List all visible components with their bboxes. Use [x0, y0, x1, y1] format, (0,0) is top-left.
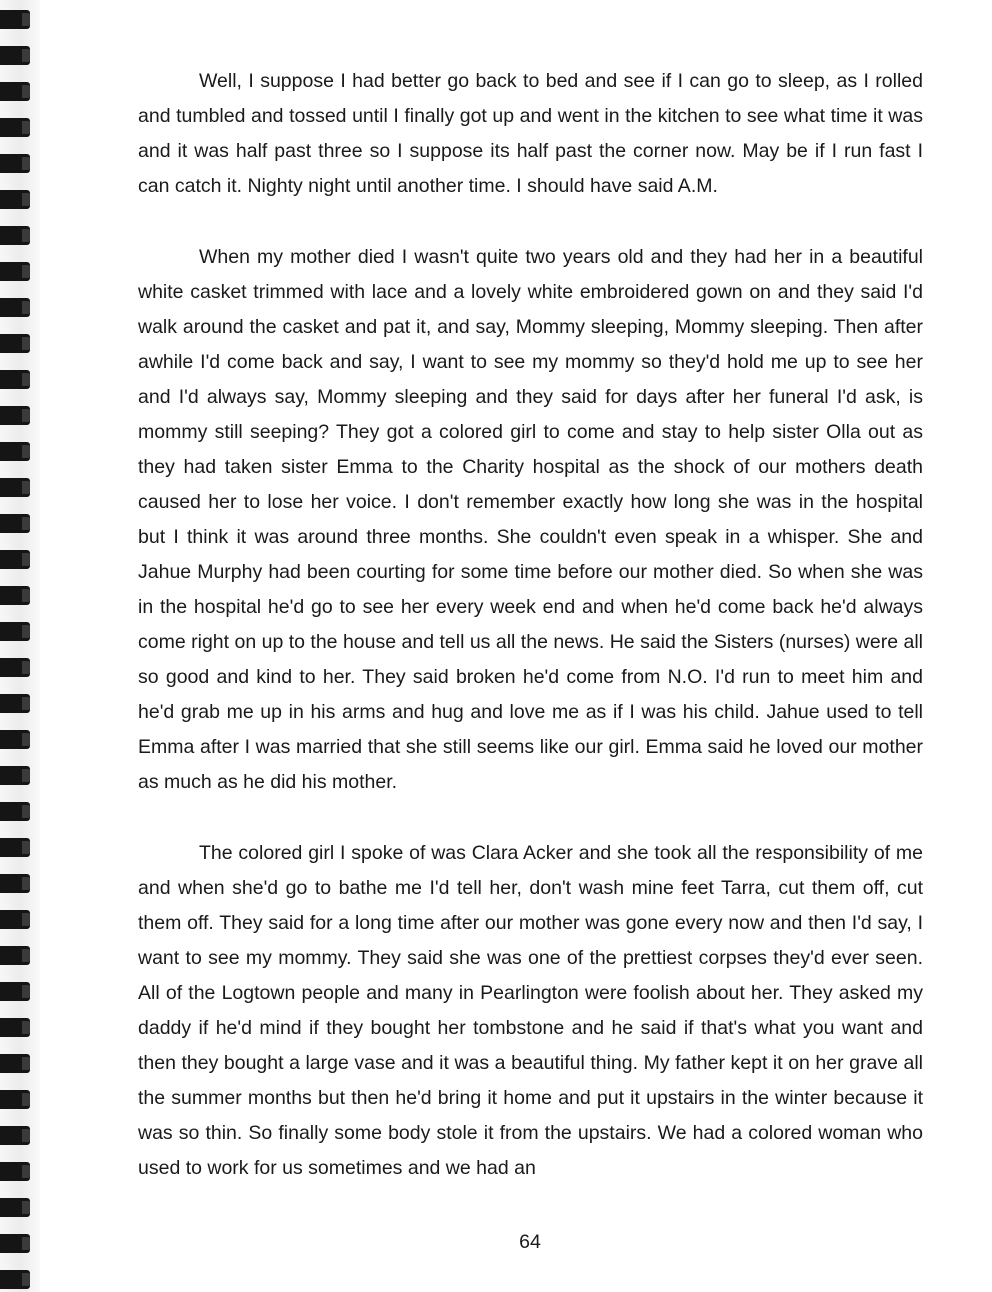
binding-hole — [0, 406, 30, 425]
binding-hole — [0, 226, 30, 245]
binding-hole — [0, 262, 30, 281]
binding-hole — [0, 838, 30, 857]
binding-hole — [0, 1198, 30, 1217]
binding-hole — [0, 622, 30, 641]
binding-hole — [0, 154, 30, 173]
binding-hole — [0, 874, 30, 893]
binding-hole — [0, 82, 30, 101]
binding-hole — [0, 46, 30, 65]
binding-hole — [0, 298, 30, 317]
binding-hole — [0, 1162, 30, 1181]
binding-hole — [0, 1054, 30, 1073]
paragraph: Well, I suppose I had better go back to bed and see if I can go to sleep, as I rolled and tumbled and tossed until I finally got up and went in the kitchen to see what time it was and it was half past three so I suppose its half past the corner now. May be if I run fast I can catch it. Nighty night until another time. I should have said A.M. — [138, 70, 923, 197]
page-body — [138, 64, 923, 1222]
binding-hole — [0, 910, 30, 929]
binding-hole — [0, 514, 30, 533]
page-number: 64 — [519, 1231, 541, 1253]
binding-hole — [0, 10, 30, 29]
binding-hole — [0, 442, 30, 461]
binding-hole — [0, 550, 30, 569]
binding-hole — [0, 334, 30, 353]
paragraph: The colored girl I spoke of was Clara Acker and she took all the responsibility of me and when she'd go to bathe me I'd tell her, don't wash mine feet Tarra, cut them off, cut them off. They said for a long time after our mother was gone every now and then I'd say, I want to see my mommy. They said she was one of the prettiest corpses they'd ever seen. All of the Logtown people and many in Pearlington were foolish about her. They asked my daddy if he'd mind if they bought her tombstone and he said if that's what you want and then they bought a large vase and it was a beautiful thing. My father kept it on her grave all the summer months but then he'd bring it home and put it upstairs in the winter because it was so thin. So finally some body stole it from the upstairs. We had a colored woman who used to work for us sometimes and we had an — [138, 842, 923, 1179]
binding-hole — [0, 802, 30, 821]
paragraph: When my mother died I wasn't quite two years old and they had her in a beautiful white casket trimmed with lace and a lovely white embroidered gown on and they said I'd walk around the casket and pat it, and say, Mommy sleeping, Mommy sleeping. Then after awhile I'd come back and say, I want to see my mommy so they'd hold me up to see her and I'd always say, Mommy sleeping and they said for days after her funeral I'd ask, is mommy still seeping? They got a colored girl to come and stay to help sister Olla out as they had taken sister Emma to the Charity hospital as the shock of our mothers death caused her to lose her voice. I don't remember exactly how long she was in the hospital but I think it was around three months. She couldn't even speak in a whisper. She and Jahue Murphy had been courting for some time before our mother died. So when she was in the hospital he'd go to see her every week end and when he'd come back he'd always come right on up to the house and tell us all the news. He said the Sisters (nurses) were all so good and kind to her. They said broken he'd come from N.O. I'd run to meet him and he'd grab me up in his arms and hug and love me as if I was his child. Jahue used to tell Emma after I was married that she still seems like our girl. Emma said he loved our mother as much as he did his mother. — [138, 246, 923, 793]
binding-hole — [0, 478, 30, 497]
binding-hole — [0, 1018, 30, 1037]
binding-hole — [0, 190, 30, 209]
binding-hole — [0, 766, 30, 785]
binding-hole — [0, 1270, 30, 1289]
binding-hole — [0, 118, 30, 137]
spiral-binding — [0, 0, 40, 1292]
binding-hole — [0, 1090, 30, 1109]
binding-hole — [0, 1126, 30, 1145]
binding-hole — [0, 370, 30, 389]
binding-hole — [0, 694, 30, 713]
binding-hole — [0, 730, 30, 749]
binding-hole — [0, 658, 30, 677]
binding-hole — [0, 946, 30, 965]
binding-hole — [0, 586, 30, 605]
binding-hole — [0, 982, 30, 1001]
